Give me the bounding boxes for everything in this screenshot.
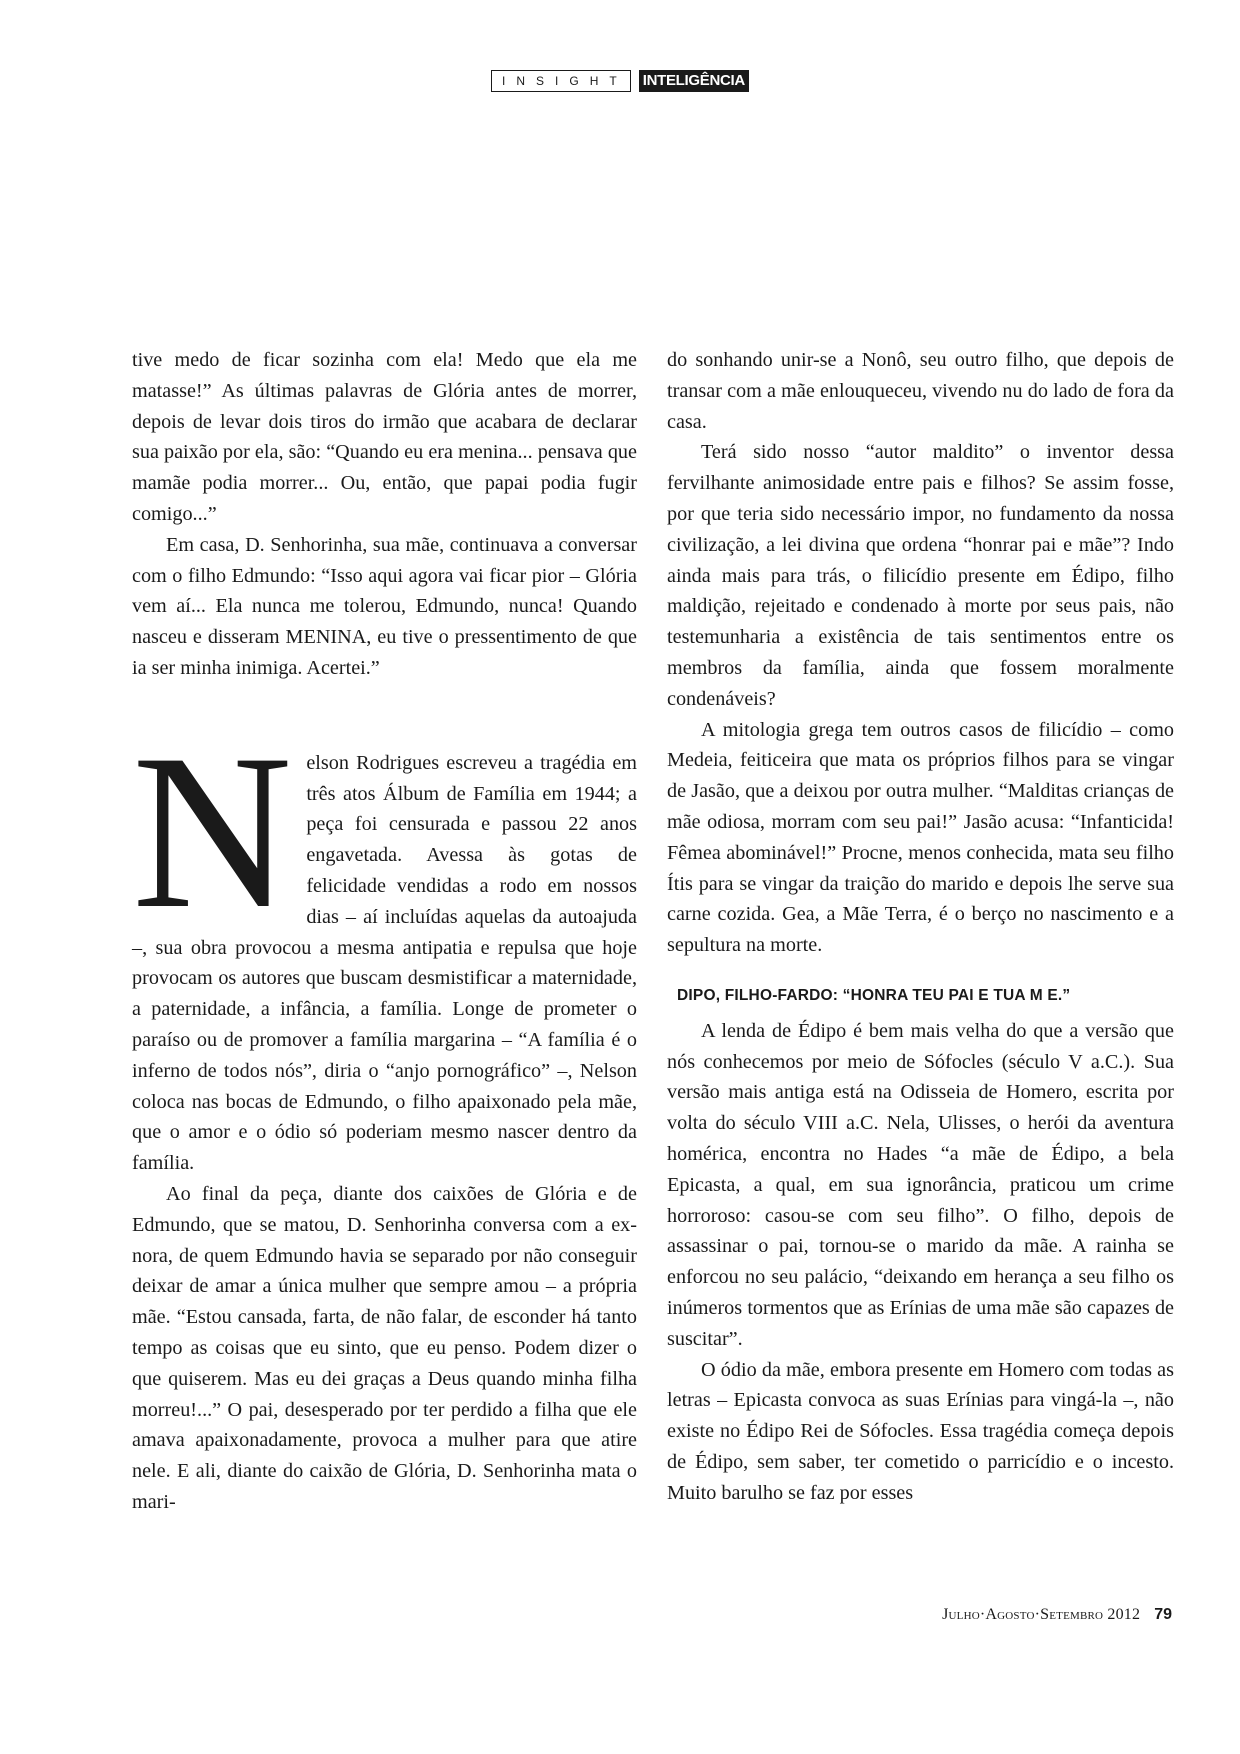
left-column — [132, 345, 637, 1518]
insight-label: INSIGHT — [491, 70, 631, 92]
drop-cap: N — [132, 708, 293, 955]
paragraph-text: elson Rodrigues escreveu a tragédia em três atos Álbum de Família em 1944; a peça foi censurada e passou 22 anos engavetada. Avessa às gotas de felicidade vendidas a rodo em nossos dias – aí incluídas aquelas da autoajuda –, sua obra provocou a mesma antipatia e repulsa que hoje provocam os autores que buscam desmistificar a maternidade, a paternidade, a infância, a família. Longe de prometer o paraíso ou de promover a família margarina – “A família é o inferno de todos nós”, diria o “anjo pornográfico” –, Nelson coloca nas bocas de Edmundo, o filho apaixonado pela mãe, que o amor e o ódio só poderiam mesmo nascer dentro da família. — [132, 751, 637, 1175]
page-header — [0, 70, 1240, 92]
issue-date: Julho·Agosto·Setembro 2012 — [942, 1606, 1141, 1623]
paragraph: Em casa, D. Senhorinha, sua mãe, continuava a conversar com o filho Edmundo: “Isso aqui agora vai ficar pior – Glória vem aí... Ela nunca me tolerou, Edmundo, nunca! Quando nasceu e disseram MENINA, eu tive o pressentimento de que ia ser minha inimiga. Acertei.” — [132, 533, 637, 679]
paragraph: A mitologia grega tem outros casos de filicídio – como Medeia, feiticeira que mata os próprios filhos para se vingar de Jasão, que a deixou por outra mulher. “Malditas crianças de mãe odiosa, morram com seu pai!” Jasão acusa: “Infanticida! Fêmea abominável!” Procne, menos conhecida, mata seu filho Ítis para se vingar da traição do marido e depois lhe serve sua carne cozida. Gea, a Mãe Terra, é o berço no nascimento e a sepultura na morte. — [667, 718, 1174, 957]
paragraph: A lenda de Édipo é bem mais velha do que a versão que nós conhecemos por meio de Sófocles (século V a.C.). Sua versão mais antiga está na Odisseia de Homero, escrita por volta do século VIII a.C. Nela, Ulisses, o herói da aventura homérica, encontra no Hades “a mãe de Édipo, a bela Epicasta, a qual, em sua ignorância, praticou um crime horroroso: casou-se com seu filho”. O filho, depois de assassinar o pai, tornou-se o marido da mãe. A rainha se enforcou no seu palácio, “deixando em herança a seu filho os inúmeros tormentos que as Erínias de uma mãe são capazes de suscitar”. — [667, 1019, 1174, 1350]
paragraph: tive medo de ficar sozinha com ela! Medo que ela me matasse!” As últimas palavras de Glória antes de morrer, depois de levar dois tiros do irmão que acabara de declarar sua paixão por ela, são: “Quando eu era menina... pensava que mamãe podia morrer... Ou, então, que papai podia fugir comigo...” — [132, 349, 637, 525]
page-number: 79 — [1154, 1606, 1172, 1623]
paragraph-with-dropcap — [132, 708, 637, 1179]
right-column — [667, 345, 1174, 1508]
section-break — [667, 961, 1174, 981]
paragraph: do sonhando unir-se a Nonô, seu outro filho, que depois de transar com a mãe enlouqueceu, vivendo nu do lado de fora da casa. — [667, 349, 1174, 433]
paragraph: Ao final da peça, diante dos caixões de Glória e de Edmundo, que se matou, D. Senhorinha conversa com a ex-nora, de quem Edmundo havia se separado por não conseguir deixar de amar a única mulher que sempre amou – a própria mãe. “Estou cansada, farta, de não falar, de esconder há tanto tempo as coisas que eu sinto, que eu penso. Podem dizer o que quiserem. Mas eu dei graças a Deus quando minha filha morreu!...” O pai, desesperado por ter perdido a filha que ele amava apaixonadamente, provoca a mulher para que atire nele. E ali, diante do caixão de Glória, D. Senhorinha mata o mari- — [132, 1182, 637, 1513]
section-label: INTELIGÊNCIA — [639, 70, 749, 92]
page-footer — [942, 1606, 1172, 1624]
paragraph: Terá sido nosso “autor maldito” o inventor dessa fervilhante animosidade entre pais e filhos? Se assim fosse, por que teria sido necessário impor, no fundamento da nossa civilização, a lei divina que ordena “honrar pai e mãe”? Indo ainda mais para trás, o filicídio presente em Édipo, filho maldição, rejeitado e condenado à morte por seus pais, não testemunharia a existência de tais sentimentos entre os membros da família, ainda que fossem moralmente condenáveis? — [667, 441, 1174, 710]
paragraph: O ódio da mãe, embora presente em Homero com todas as letras – Epicasta convoca as suas Erínias para vingá-la –, não existe no Édipo Rei de Sófocles. Essa tragédia começa depois de Édipo, sem saber, ter cometido o parricídio e o incesto. Muito barulho se faz por esses — [667, 1358, 1174, 1504]
section-subheading: DIPO, FILHO-FARDO: “HONRA TEU PAI E TUA M E.” — [677, 986, 1071, 1004]
